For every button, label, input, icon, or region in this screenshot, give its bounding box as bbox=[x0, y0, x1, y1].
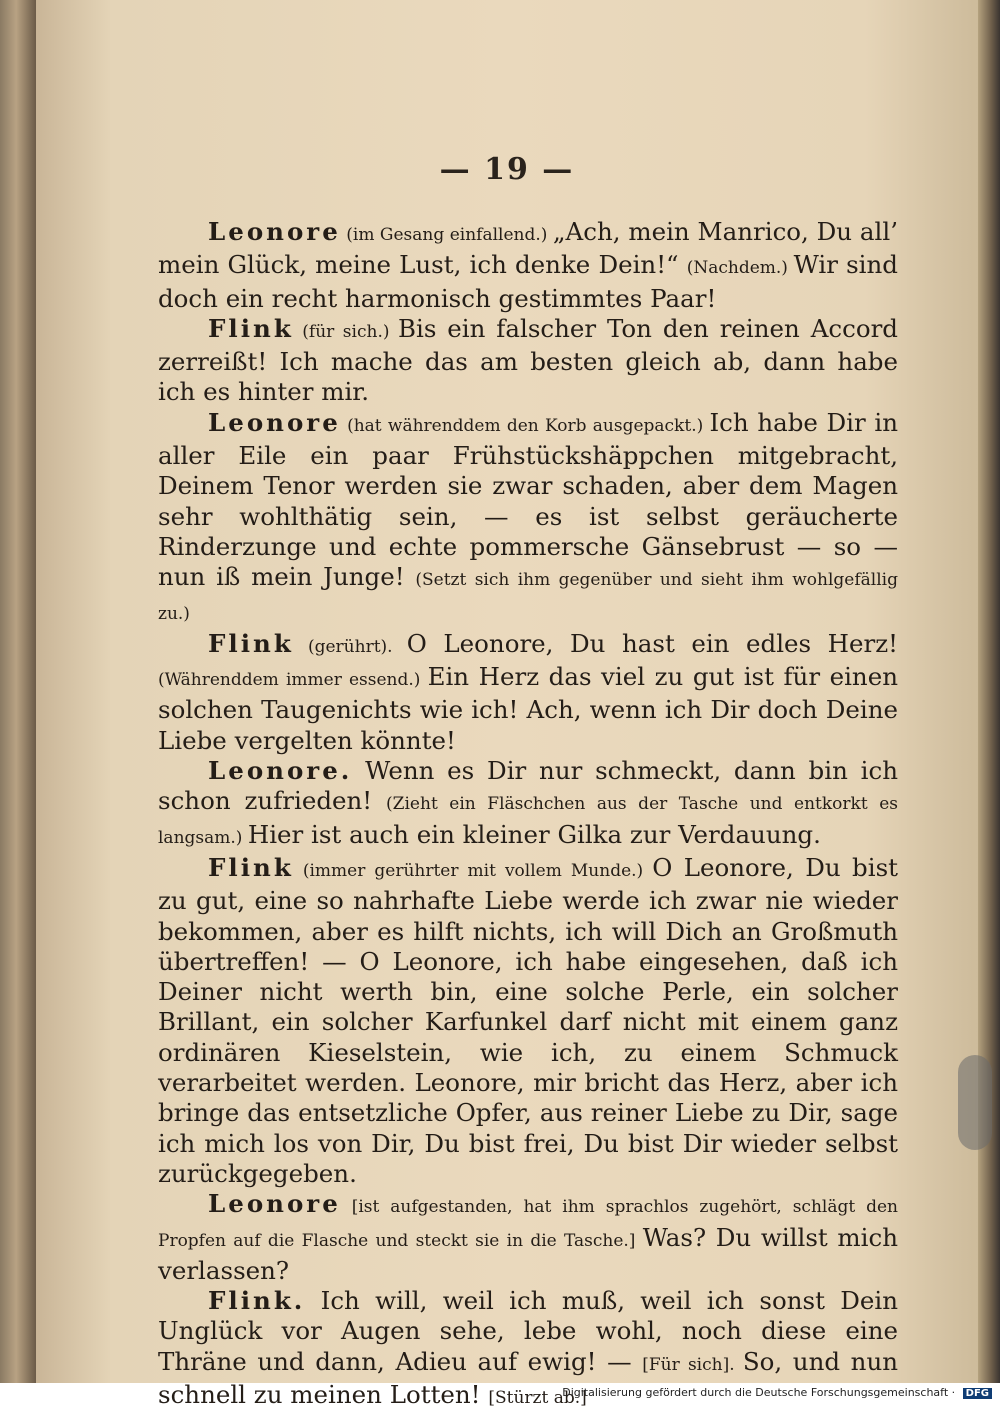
speaker-name: Leonore bbox=[208, 1189, 341, 1219]
left-page-edge bbox=[0, 0, 36, 1383]
dfg-logo: DFG bbox=[963, 1388, 992, 1399]
paragraph bbox=[158, 629, 898, 756]
stage-direction: (Nachdem.) bbox=[686, 258, 794, 279]
stage-direction: (Zieht ein Fläschchen aus der Tasche und entkorkt es langsam.) bbox=[158, 794, 898, 848]
dialogue-text: So, und nun schnell zu meinen Lotten! bbox=[158, 1346, 898, 1409]
speaker-name: Flink bbox=[208, 628, 294, 658]
paragraph bbox=[158, 408, 898, 629]
speaker-name: Leonore. bbox=[208, 756, 353, 786]
stage-direction: (Währenddem immer essend.) bbox=[158, 670, 428, 691]
stage-direction: [ist aufgestanden, hat ihm sprachlos zugehört, schlägt den Propfen auf die Flasche und steckt sie in die Tasche.] bbox=[158, 1197, 898, 1251]
dialogue-text: Wir sind doch ein recht harmonisch gestimmtes Paar! bbox=[158, 250, 898, 313]
speaker-name: Flink bbox=[208, 852, 294, 882]
paragraph bbox=[158, 1189, 898, 1286]
footer-credit: Digitalisierung gefördert durch die Deutsche Forschungsgemeinschaft · bbox=[562, 1386, 956, 1399]
paragraph bbox=[158, 314, 898, 408]
right-page-edge bbox=[978, 0, 1000, 1383]
dialogue-text: Hier ist auch ein kleiner Gilka zur Verdauung. bbox=[247, 819, 821, 849]
page-clip bbox=[958, 1055, 992, 1150]
page-text bbox=[158, 217, 898, 1413]
dialogue-text: „Ach, mein Manrico, Du all’ mein Glück, meine Lust, ich denke Dein!“ bbox=[158, 217, 898, 280]
stage-direction: (gerührt). bbox=[293, 636, 407, 657]
speaker-name: Flink. bbox=[208, 1286, 306, 1316]
stage-direction: (Setzt sich ihm gegenüber und sieht ihm wohlgefällig zu.) bbox=[158, 570, 898, 624]
paragraph bbox=[158, 756, 898, 853]
digitization-footer bbox=[562, 1386, 992, 1399]
speaker-name: Leonore bbox=[208, 217, 341, 246]
stage-direction: [Stürzt ab.] bbox=[488, 1387, 587, 1408]
speaker-name: Leonore bbox=[208, 407, 341, 437]
paragraph bbox=[158, 853, 898, 1189]
dialogue-text: O Leonore, Du hast ein edles Herz! bbox=[406, 628, 898, 658]
dialogue-text: Was? Du willst mich verlassen? bbox=[158, 1222, 898, 1285]
stage-direction: (im Gesang einfallend.) bbox=[340, 225, 553, 245]
dialogue-text: Wenn es Dir nur schmeckt, dann bin ich schon zufrieden! bbox=[158, 756, 898, 816]
page-number: — 19 — bbox=[439, 152, 575, 187]
stage-direction: (hat währenddem den Korb ausgepackt.) bbox=[340, 415, 710, 436]
dialogue-text: Ich habe Dir in aller Eile ein paar Frühstückshäppchen mitgebracht, Deinem Tenor werden sie zwar schaden, aber dem Magen sehr wohlthätig sein, — es ist selbst geräucherte Rinderzunge und echte pommersche Gänsebrust — so — nun iß mein Junge! bbox=[158, 407, 898, 592]
dialogue-text: Ein Herz das viel zu gut ist für einen solchen Taugenichts wie ich! Ach, wenn ich Dir doch Deine Liebe vergelten könnte! bbox=[158, 662, 898, 755]
paragraph bbox=[158, 217, 898, 314]
dialogue-text: Bis ein falscher Ton den reinen Accord zerreißt! Ich mache das am besten gleich ab, dann habe ich es hinter mir. bbox=[158, 313, 898, 407]
stage-direction: (für sich.) bbox=[293, 321, 398, 342]
dialogue-text: Ich will, weil ich muß, weil ich sonst Dein Unglück vor Augen sehe, lebe wohl, noch diese eine Thräne und dann, Adieu auf ewig! — bbox=[158, 1286, 898, 1376]
stage-direction: (immer gerührter mit vollem Munde.) bbox=[293, 860, 653, 881]
stage-direction: [Für sich]. bbox=[642, 1354, 743, 1375]
speaker-name: Flink bbox=[208, 313, 294, 343]
dialogue-text: O Leonore, Du bist zu gut, eine so nahrhafte Liebe werde ich zwar nie wieder bekommen, aber es hilft nichts, ich will Dich an Großmuth übertreffen! — O Leonore, ich habe eingesehen, daß ich Deiner nicht werth bin, eine solche Perle, ein solcher Brillant, ein solcher Karfunkel darf nicht mit einem ganz ordinären Kieselstein, wie ich, zu einem Schmuck verarbeitet werden. Leonore, mir bricht das Herz, aber ich bringe das entsetzliche Opfer, aus reiner Liebe zu Dir, sage ich mich los von Dir, Du bist frei, Du bist Dir wieder selbst zurückgegeben. bbox=[158, 852, 898, 1188]
